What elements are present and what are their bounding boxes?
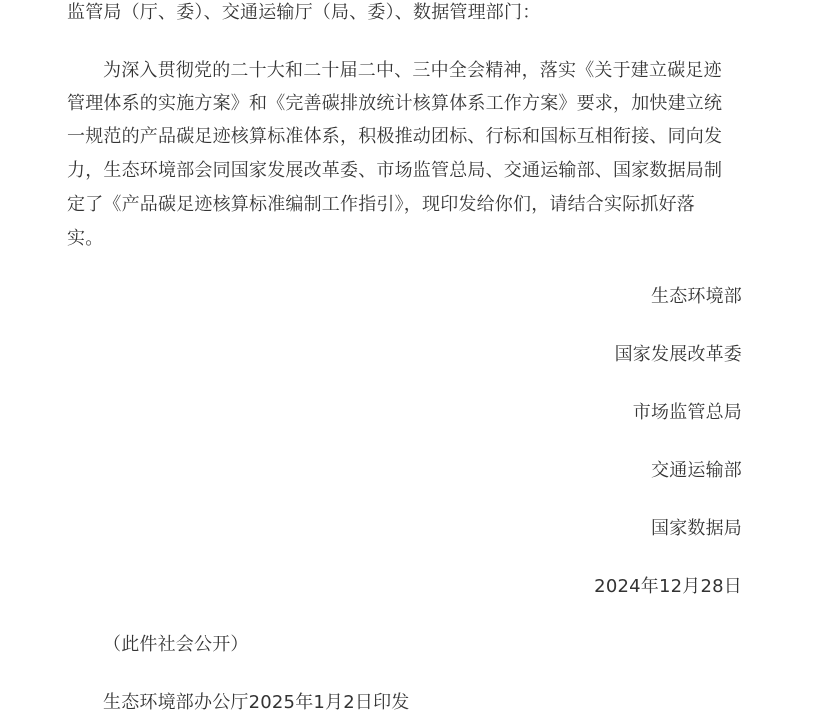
body-paragraph-line-5: 定了《产品碳足迹核算标准编制工作指引》，现印发给你们，请结合实际抓好落 [67, 194, 695, 215]
signatory-data-bureau: 国家数据局 [651, 518, 742, 539]
signatory-samr: 市场监管总局 [632, 402, 742, 423]
signatory-ndrc: 国家发展改革委 [614, 344, 742, 365]
issued-by-line: 生态环境部办公厅2025年1月2日印发 [103, 692, 410, 713]
body-paragraph-line-1: 为深入贯彻党的二十大和二十届二中、三中全会精神，落实《关于建立碳足迹 [103, 60, 722, 81]
body-paragraph-line-4: 力，生态环境部会同国家发展改革委、市场监管总局、交通运输部、国家数据局制 [67, 160, 723, 181]
signatory-transport: 交通运输部 [651, 460, 742, 481]
body-paragraph-line-2: 管理体系的实施方案》和《完善碳排放统计核算体系工作方案》要求，加快建立统 [67, 93, 723, 114]
document-date: 2024年12月28日 [594, 576, 742, 597]
body-paragraph-line-3: 一规范的产品碳足迹核算标准体系，积极推动团标、行标和国标互相衔接、同向发 [67, 126, 723, 147]
body-paragraph-line-6: 实。 [67, 228, 104, 249]
addressee-line: 监管局（厅、委）、交通运输厅（局、委）、数据管理部门： [67, 2, 541, 23]
disclosure-note: （此件社会公开） [103, 634, 249, 655]
signatory-ministry-ecology: 生态环境部 [651, 286, 742, 307]
